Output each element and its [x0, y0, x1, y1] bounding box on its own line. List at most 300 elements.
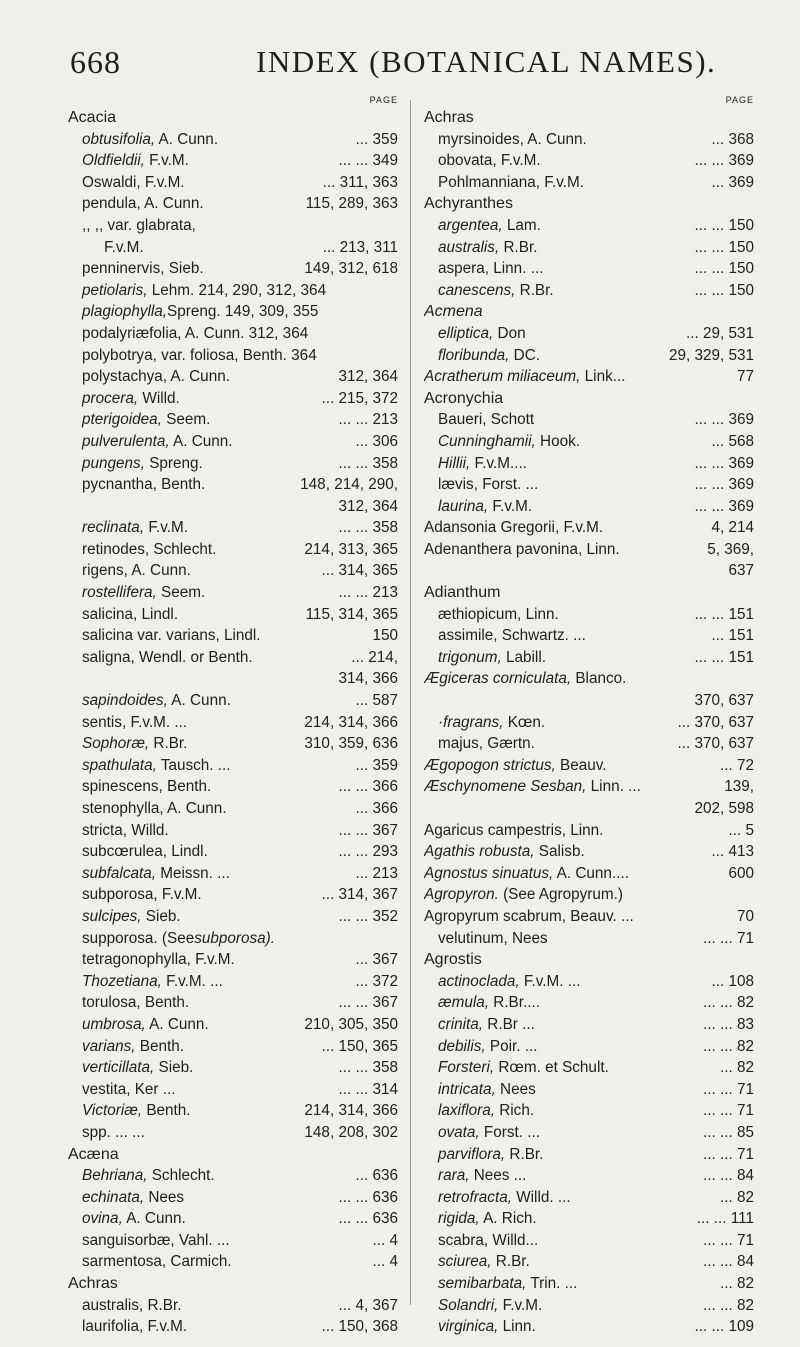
index-entry	[424, 712, 545, 734]
index-entry	[68, 1295, 181, 1317]
index-line	[68, 863, 398, 885]
entry-name: Adansonia Gregorii, F.v.M.	[424, 519, 604, 537]
index-entry	[68, 258, 204, 280]
index-entry	[68, 366, 230, 388]
page-refs: ... 587	[353, 690, 398, 712]
entry-author: (See Agropyrum.)	[498, 886, 623, 904]
index-entry	[424, 841, 585, 863]
index-line	[68, 841, 398, 863]
entry-author: subporosa).	[194, 929, 276, 947]
entry-author: A. Cunn.	[167, 692, 231, 710]
page-refs: 148, 214, 290,	[298, 474, 398, 496]
index-entry	[424, 1144, 543, 1166]
page-refs: ... ... 151	[692, 604, 754, 626]
index-line	[68, 366, 398, 388]
page-refs: ... ... 82	[701, 1295, 754, 1317]
genus-heading: Agrostis	[424, 951, 482, 969]
page-refs: ... ... 150	[692, 215, 754, 237]
page-refs: ... ... 150	[692, 258, 754, 280]
page-refs: ... 366	[353, 798, 398, 820]
entry-name: spinescens, Benth.	[82, 778, 212, 796]
page-refs: ... 72	[718, 755, 754, 777]
entry-name: Agaricus campestris, Linn.	[424, 821, 604, 839]
page-refs: ... ... 71	[701, 1230, 754, 1252]
entry-name: majus, Gærtn.	[438, 735, 535, 753]
page-refs: ... 368	[709, 129, 754, 151]
index-entry	[68, 1079, 176, 1101]
index-line	[68, 712, 398, 734]
entry-name: Agropyron.	[424, 886, 499, 904]
index-line	[68, 453, 398, 475]
index-line	[68, 474, 398, 496]
entry-name: Pohlmanniana, F.v.M.	[438, 173, 584, 191]
entry-author: Willd.	[138, 389, 180, 407]
index-entry	[424, 431, 580, 453]
entry-name: crinita,	[438, 1015, 484, 1033]
index-line	[424, 345, 754, 367]
index-line	[68, 647, 398, 669]
entry-name: laxiflora,	[438, 1102, 495, 1120]
entry-name: Agathis robusta,	[424, 843, 535, 861]
index-line	[68, 1251, 398, 1273]
entry-name: Sophoræ,	[82, 735, 150, 753]
entry-name: vestita, Ker ...	[82, 1080, 176, 1098]
index-entry	[68, 1251, 232, 1273]
index-entry	[68, 474, 205, 496]
right-column	[424, 93, 754, 1338]
entry-author: Nees	[144, 1188, 185, 1206]
entry-author: A. Cunn.	[169, 432, 233, 450]
index-entry	[68, 820, 169, 842]
index-line	[68, 215, 398, 237]
index-line	[68, 906, 398, 928]
index-entry	[424, 971, 581, 993]
entry-name: aspera, Linn. ...	[438, 260, 544, 278]
index-entry	[68, 841, 208, 863]
page-refs: ... 108	[709, 971, 754, 993]
entry-name: elliptica,	[438, 324, 494, 342]
index-line	[424, 755, 754, 777]
entry-name: umbrosa,	[82, 1015, 146, 1033]
index-line	[68, 1273, 398, 1295]
index-entry	[424, 1122, 540, 1144]
entry-author: Salisb.	[534, 843, 585, 861]
page-refs: ... ... 369	[692, 453, 754, 475]
index-entry	[68, 323, 308, 345]
entry-name: procera,	[82, 389, 139, 407]
entry-name: Oswaldi, F.v.M.	[82, 173, 185, 191]
page-refs: ... 150, 365	[319, 1036, 398, 1058]
index-entry	[68, 1036, 184, 1058]
page-refs: ... ... 369	[692, 409, 754, 431]
entry-author: F.v.M....	[470, 454, 527, 472]
index-line	[68, 1057, 398, 1079]
index-entry	[424, 625, 586, 647]
index-entry	[68, 949, 235, 971]
entry-author: R.Br....	[489, 994, 541, 1012]
entry-name: æthiopicum, Linn.	[438, 605, 559, 623]
index-line	[68, 733, 398, 755]
page-refs: ... 82	[718, 1273, 754, 1295]
index-entry	[68, 388, 180, 410]
index-entry	[424, 668, 626, 690]
page-refs: ... ... 151	[692, 647, 754, 669]
page-refs: ... ... 366	[336, 776, 398, 798]
index-line	[424, 280, 754, 302]
entry-author: A. Cunn....	[553, 864, 629, 882]
index-entry	[424, 1036, 537, 1058]
index-entry	[424, 1165, 526, 1187]
index-line	[424, 453, 754, 475]
index-line	[68, 301, 398, 323]
page-refs: 148, 208, 302	[302, 1122, 398, 1144]
index-line	[68, 1100, 398, 1122]
page-refs: 214, 314, 366	[302, 1100, 398, 1122]
index-entry	[68, 1165, 215, 1187]
index-entry	[68, 560, 191, 582]
index-line	[424, 539, 754, 561]
index-line	[424, 496, 754, 518]
entry-name: pungens,	[82, 454, 145, 472]
page-refs: ... ... 352	[336, 906, 398, 928]
index-entry	[424, 1295, 542, 1317]
index-entry	[424, 604, 559, 626]
page-refs: ... 150, 368	[319, 1316, 398, 1338]
index-line	[68, 237, 398, 259]
page-refs: ... ... 71	[701, 1079, 754, 1101]
entry-name: ovina,	[82, 1210, 123, 1228]
entry-name: retinodes, Schlecht.	[82, 540, 217, 558]
entry-author: Spreng.	[144, 454, 203, 472]
entry-name: virginica,	[438, 1318, 499, 1336]
index-entry	[68, 625, 261, 647]
index-entry	[68, 215, 196, 237]
index-entry	[68, 453, 203, 475]
index-entry	[424, 884, 623, 906]
index-entry	[68, 1208, 186, 1230]
index-line	[68, 971, 398, 993]
page-refs: ... 4	[370, 1251, 398, 1273]
entry-name: F.v.M.	[104, 238, 144, 256]
left-column	[68, 93, 398, 1338]
entry-name: Baueri, Schott	[438, 411, 535, 429]
index-entry	[68, 129, 218, 151]
index-line	[68, 517, 398, 539]
index-entry	[68, 604, 178, 626]
page-refs: ... 314, 367	[319, 884, 398, 906]
index-line	[424, 150, 754, 172]
entry-name: polybotrya, var. foliosa, Benth. 364	[82, 346, 317, 364]
entry-name: pendula, A. Cunn.	[82, 195, 204, 213]
index-line	[424, 1165, 754, 1187]
entry-author: Labill.	[501, 648, 546, 666]
index-entry	[68, 647, 253, 669]
page-refs: ... ... 367	[336, 992, 398, 1014]
index-line	[68, 107, 398, 129]
index-entry	[68, 1100, 191, 1122]
entry-name: æmula,	[438, 994, 490, 1012]
page-refs: ... ... 83	[701, 1014, 754, 1036]
page-refs: ... 215, 372	[319, 388, 398, 410]
page-refs: ... ... 358	[336, 517, 398, 539]
entry-author: Don	[493, 324, 526, 342]
entry-author: Nees	[495, 1080, 536, 1098]
entry-name: Agnostus sinuatus,	[424, 864, 554, 882]
index-line	[424, 409, 754, 431]
page-refs: ... 29, 531	[684, 323, 754, 345]
page-refs: ... ... 358	[336, 1057, 398, 1079]
index-entry	[68, 409, 210, 431]
index-entry	[424, 172, 584, 194]
entry-name: saligna, Wendl. or Benth.	[82, 648, 253, 666]
index-entry	[424, 496, 532, 518]
index-line	[68, 1316, 398, 1338]
index-line	[424, 301, 754, 323]
page-refs: ... ... 150	[692, 237, 754, 259]
entry-name: Solandri,	[438, 1296, 499, 1314]
index-line	[68, 668, 398, 690]
index-entry	[68, 712, 187, 734]
genus-heading: Achras	[68, 1275, 118, 1293]
index-entry	[68, 776, 211, 798]
index-line	[68, 625, 398, 647]
index-line	[424, 906, 754, 928]
index-line	[424, 820, 754, 842]
index-entry	[68, 539, 216, 561]
running-title: INDEX (BOTANICAL NAMES).	[256, 44, 717, 79]
index-line	[424, 1295, 754, 1317]
entry-author: F.v.M. ...	[161, 972, 223, 990]
index-entry	[68, 193, 204, 215]
page-refs: ... 213, 311	[321, 237, 398, 259]
index-line	[68, 1208, 398, 1230]
page-refs: 637	[726, 560, 754, 582]
page-refs: 310, 359, 636	[302, 733, 398, 755]
index-line	[424, 798, 754, 820]
index-entry	[424, 755, 607, 777]
entry-name: Forsteri,	[438, 1059, 495, 1077]
entry-name: sentis, F.v.M. ...	[82, 713, 188, 731]
index-line	[424, 517, 754, 539]
index-line	[68, 409, 398, 431]
page-refs: 600	[726, 863, 754, 885]
index-line	[68, 388, 398, 410]
index-entry	[68, 884, 202, 906]
index-line	[68, 1230, 398, 1252]
page-refs: 214, 314, 366	[302, 712, 398, 734]
index-entry	[68, 237, 144, 259]
entry-name: sarmentosa, Carmich.	[82, 1253, 232, 1271]
index-entry	[68, 582, 205, 604]
page-refs: ... ... 349	[336, 150, 398, 172]
page-refs: ... 214,	[349, 647, 398, 669]
index-line	[68, 1295, 398, 1317]
index-line	[68, 1079, 398, 1101]
page-refs: ... ... 84	[701, 1251, 754, 1273]
index-line	[424, 366, 754, 388]
page-refs: 214, 313, 365	[302, 539, 398, 561]
entry-author: A. Cunn.	[145, 1015, 209, 1033]
page-refs: ... 82	[718, 1057, 754, 1079]
index-line	[424, 949, 754, 971]
entry-name: Æschynomene Sesban,	[424, 778, 587, 796]
index-entry	[424, 237, 537, 259]
index-line	[424, 215, 754, 237]
index-line	[424, 129, 754, 151]
entry-name: Hillii,	[438, 454, 471, 472]
index-entry	[68, 1014, 209, 1036]
entry-author: Beauv.	[555, 756, 607, 774]
page-refs: ... ... 109	[692, 1316, 754, 1338]
index-entry	[68, 172, 185, 194]
entry-author: Linn. ...	[586, 778, 641, 796]
index-entry	[68, 345, 317, 367]
index-line	[424, 690, 754, 712]
page-refs: ... ... 213	[336, 582, 398, 604]
entry-name: argentea,	[438, 216, 503, 234]
page-refs: 314, 366	[336, 668, 398, 690]
page-refs: ... ... 71	[701, 1100, 754, 1122]
index-line	[424, 668, 754, 690]
index-line	[424, 841, 754, 863]
entry-author: Lehm. 214, 290, 312, 364	[147, 281, 327, 299]
index-entry	[424, 323, 526, 345]
index-line	[424, 1187, 754, 1209]
page-refs: 210, 305, 350	[302, 1014, 398, 1036]
index-line	[424, 1273, 754, 1295]
index-line	[424, 712, 754, 734]
index-line	[424, 323, 754, 345]
entry-author: Sieb.	[154, 1059, 194, 1077]
index-line	[68, 1036, 398, 1058]
page-refs: ... 213	[353, 863, 398, 885]
entry-name: australis,	[438, 238, 500, 256]
page-refs: 139,	[722, 776, 754, 798]
index-line	[424, 1316, 754, 1338]
genus-heading: Acronychia	[424, 389, 504, 407]
entry-name: spp. ... ...	[82, 1123, 145, 1141]
index-line	[68, 820, 398, 842]
index-line	[68, 1165, 398, 1187]
entry-name: laurina,	[438, 497, 489, 515]
page-number: 668	[70, 44, 121, 80]
entry-name: Victoriæ,	[82, 1102, 143, 1120]
entry-name: Thozetiana,	[82, 972, 162, 990]
index-entry	[68, 150, 189, 172]
index-entry	[424, 215, 541, 237]
page-refs: ... ... 636	[336, 1187, 398, 1209]
page-refs: 70	[735, 906, 754, 928]
page-refs: 149, 312, 618	[302, 258, 398, 280]
entry-name: varians,	[82, 1037, 136, 1055]
index-entry	[424, 647, 546, 669]
entry-name: rostellifera,	[82, 584, 157, 602]
index-line	[68, 258, 398, 280]
index-entry	[424, 409, 534, 431]
index-line	[424, 1230, 754, 1252]
entry-name: Agropyrum scabrum, Beauv. ...	[424, 907, 634, 925]
entry-author: R.Br ...	[483, 1015, 535, 1033]
entry-name: laurifolia, F.v.M.	[82, 1318, 188, 1336]
entry-author: Meissn. ...	[155, 864, 230, 882]
index-line	[68, 755, 398, 777]
entry-author: Seem.	[161, 411, 211, 429]
index-entry	[68, 1057, 193, 1079]
index-line	[68, 345, 398, 367]
entry-author: Rœm. et Schult.	[494, 1059, 609, 1077]
entry-name: torulosa, Benth.	[82, 994, 190, 1012]
entry-author: F.v.M. ...	[519, 972, 581, 990]
entry-name: Cunninghamii,	[438, 432, 536, 450]
index-entry	[424, 1230, 538, 1252]
index-entry	[68, 1122, 145, 1144]
index-entry	[424, 820, 603, 842]
index-line	[68, 496, 398, 518]
index-entry	[424, 539, 620, 561]
entry-author: F.v.M.	[488, 497, 533, 515]
index-entry	[424, 129, 587, 151]
page-refs: ... ... 71	[701, 1144, 754, 1166]
entry-name: retrofracta,	[438, 1188, 512, 1206]
page-refs: ... 5	[726, 820, 754, 842]
index-line	[424, 388, 754, 410]
index-line	[424, 647, 754, 669]
index-line	[68, 776, 398, 798]
index-line	[68, 172, 398, 194]
page-refs: 29, 329, 531	[667, 345, 754, 367]
index-line	[424, 992, 754, 1014]
index-line	[424, 172, 754, 194]
page-refs: 202, 598	[692, 798, 754, 820]
entry-name: actinoclada,	[438, 972, 520, 990]
entry-name: supporosa. (See	[82, 929, 195, 947]
page-refs: ... ... 84	[701, 1165, 754, 1187]
index-line	[424, 604, 754, 626]
page-refs: 370, 637	[692, 690, 754, 712]
entry-name: velutinum, Nees	[438, 929, 548, 947]
genus-heading: Achras	[424, 109, 474, 126]
index-entry	[424, 1014, 535, 1036]
entry-name: debilis,	[438, 1037, 486, 1055]
entry-author: A. Rich.	[479, 1210, 537, 1228]
entry-name: floribunda,	[438, 346, 510, 364]
page-refs: ... 636	[353, 1165, 398, 1187]
entry-name: plagiophylla,	[82, 303, 168, 321]
index-entry	[424, 280, 554, 302]
page-refs: ... 306	[353, 431, 398, 453]
index-line	[424, 582, 754, 604]
entry-name: pterigoidea,	[82, 411, 162, 429]
entry-author: F.v.M.	[144, 519, 188, 537]
index-line	[68, 690, 398, 712]
entry-author: Poir. ...	[485, 1037, 538, 1055]
entry-name: petiolaris,	[82, 281, 148, 299]
entry-name: Acratherum miliaceum,	[424, 368, 581, 386]
index-line	[68, 1014, 398, 1036]
entry-name: Ægiceras corniculata,	[424, 670, 572, 688]
index-line	[424, 560, 754, 582]
index-line	[424, 1036, 754, 1058]
entry-name: obovata, F.v.M.	[438, 152, 541, 170]
entry-name: sciurea,	[438, 1253, 492, 1271]
genus-heading: Acmena	[424, 303, 483, 321]
index-line	[68, 604, 398, 626]
page-refs: ... 311, 363	[321, 172, 398, 194]
index-line	[68, 1187, 398, 1209]
entry-name: obtusifolia,	[82, 130, 156, 148]
page-refs: ... 151	[709, 625, 754, 647]
entry-name: subcœrulea, Lindl.	[82, 843, 208, 861]
